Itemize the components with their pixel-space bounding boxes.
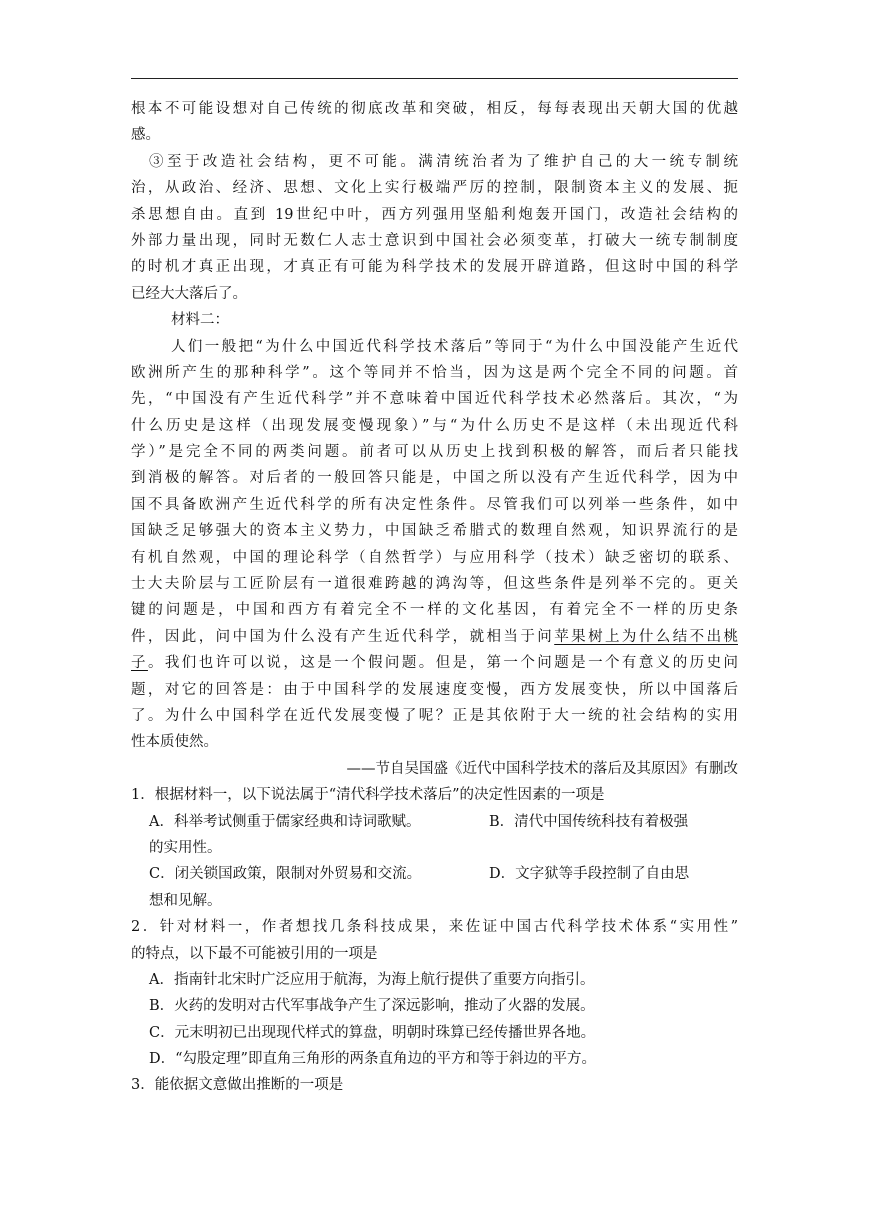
- material2-line: 学）”是完全不同的两类问题。前者可以从历史上找到积极的解答，而后者只能找: [131, 444, 738, 461]
- material1-line: 感。: [131, 127, 160, 144]
- material1-line: 根本不可能设想对自己传统的彻底改革和突破，相反，每每表现出天朝大国的优越: [131, 101, 738, 117]
- question-1-option-b: B．清代中国传统科技有着极强: [489, 813, 689, 830]
- material2-line: 题，对它的回答是：由于中国科学的发展速度变慢，西方发展变快，所以中国落后: [131, 681, 738, 698]
- underlined-phrase: 苹果树上为什么结不出桃: [554, 628, 738, 645]
- question-2-option-b: B．火药的发明对古代军事战争产生了深远影响，推动了火器的发展。: [149, 998, 595, 1015]
- material2-line: 人们一般把“为什么中国近代科学技术落后”等同于“为什么中国没能产生近代: [171, 338, 738, 355]
- exam-page-content: [131, 96, 738, 1099]
- material2-line: 先，“中国没有产生近代科学”并不意味着中国近代科学技术必然落后。其次，“为: [131, 391, 738, 408]
- question-1-option-d-cont: 想和见解。: [149, 892, 222, 909]
- material2-line: 有机自然观，中国的理论科学（自然哲学）与应用科学（技术）缺乏密切的联系、: [131, 549, 738, 566]
- source-citation: ——节自吴国盛《近代中国科学技术的落后及其原因》有删改: [346, 760, 738, 777]
- material2-line: 欧洲所产生的那种科学”。这个等同并不恰当，因为这是两个完全不同的问题。首: [131, 364, 738, 381]
- material2-line: 到消极的解答。对后者的一般回答只能是，中国之所以没有产生近代科学，因为中: [131, 470, 738, 487]
- material2-line-underlined: [131, 650, 738, 676]
- question-2-option-d: D．“勾股定理”即直角三角形的两条直角边的平方和等于斜边的平方。: [149, 1051, 596, 1068]
- material2-line-underlined: [131, 624, 738, 650]
- header-rule: [131, 78, 738, 79]
- material1-line: 外部力量出现，同时无数仁人志士意识到中国社会必须变革，打破大一统专制制度: [131, 232, 738, 249]
- material1-line: 治，从政治、经济、思想、文化上实行极端严厉的控制，限制资本主义的发展、扼: [131, 180, 738, 197]
- question-2-option-c: C．元末明初已出现现代样式的算盘，明朝时珠算已经传播世界各地。: [149, 1024, 596, 1041]
- material2-line: 国不具备欧洲产生近代科学的所有决定性条件。尽管我们可以列举一些条件，如中: [131, 496, 738, 513]
- question-1-options-row: [131, 861, 738, 887]
- question-1-option-d: D．文字狱等手段控制了自由思: [489, 866, 690, 883]
- material2-text: 件，因此，问中国为什么没有产生近代科学，就相当于问: [131, 628, 555, 645]
- question-1-option-a: A．科举考试侧重于儒家经典和诗词歌赋。: [149, 813, 421, 830]
- question-2-option-a: A．指南针北宋时广泛应用于航海，为海上航行提供了重要方向指引。: [149, 971, 595, 988]
- material2-line: 了。为什么中国科学在近代发展变慢了呢？正是其依附于大一统的社会结构的实用: [131, 707, 738, 724]
- question-1-option-c: C．闭关锁国政策，限制对外贸易和交流。: [149, 866, 422, 883]
- question-1-stem: 1．根据材料一，以下说法属于“清代科学技术落后”的决定性因素的一项是: [131, 787, 605, 804]
- material1-line: ③至于改造社会结构，更不可能。满清统治者为了维护自己的大一统专制统: [149, 153, 738, 170]
- material2-line: 键的问题是，中国和西方有着完全不一样的文化基因，有着完全不一样的历史条: [131, 602, 738, 619]
- question-2-stem: 2．针对材料一，作者想找几条科技成果，来佐证中国古代科学技术体系“实用性”: [131, 919, 738, 936]
- material1-line: 已经大大落后了。: [131, 285, 247, 302]
- question-2-stem-cont: 的特点，以下最不可能被引用的一项是: [131, 945, 378, 962]
- material2-line: 什么历史是这样（出现发展变慢现象）”与“为什么历史不是这样（未出现近代科: [131, 417, 738, 434]
- material1-line: 的时机才真正出现，才真正有可能为科学技术的发展开辟道路，但这时中国的科学: [131, 259, 738, 276]
- question-1-options-row: [131, 809, 738, 835]
- underlined-phrase: 子: [131, 655, 148, 672]
- material1-line: 杀思想自由。直到 19世纪中叶，西方列强用坚船利炮轰开国门，改造社会结构的: [131, 206, 738, 223]
- material2-line: 性本质使然。: [131, 734, 218, 751]
- material2-line: 国缺乏足够强大的资本主义势力，中国缺乏希腊式的数理自然观，知识界流行的是: [131, 523, 738, 540]
- material2-text: 。我们也许可以说，这是一个假问题。但是，第一个问题是一个有意义的历史问: [147, 655, 738, 672]
- question-1-option-b-cont: 的实用性。: [149, 839, 222, 856]
- material2-heading: 材料二：: [171, 312, 229, 329]
- question-3-stem: 3．能依据文意做出推断的一项是: [131, 1077, 344, 1094]
- material2-line: 士大夫阶层与工匠阶层有一道很难跨越的鸿沟等，但这些条件是列举不完的。更关: [131, 576, 738, 593]
